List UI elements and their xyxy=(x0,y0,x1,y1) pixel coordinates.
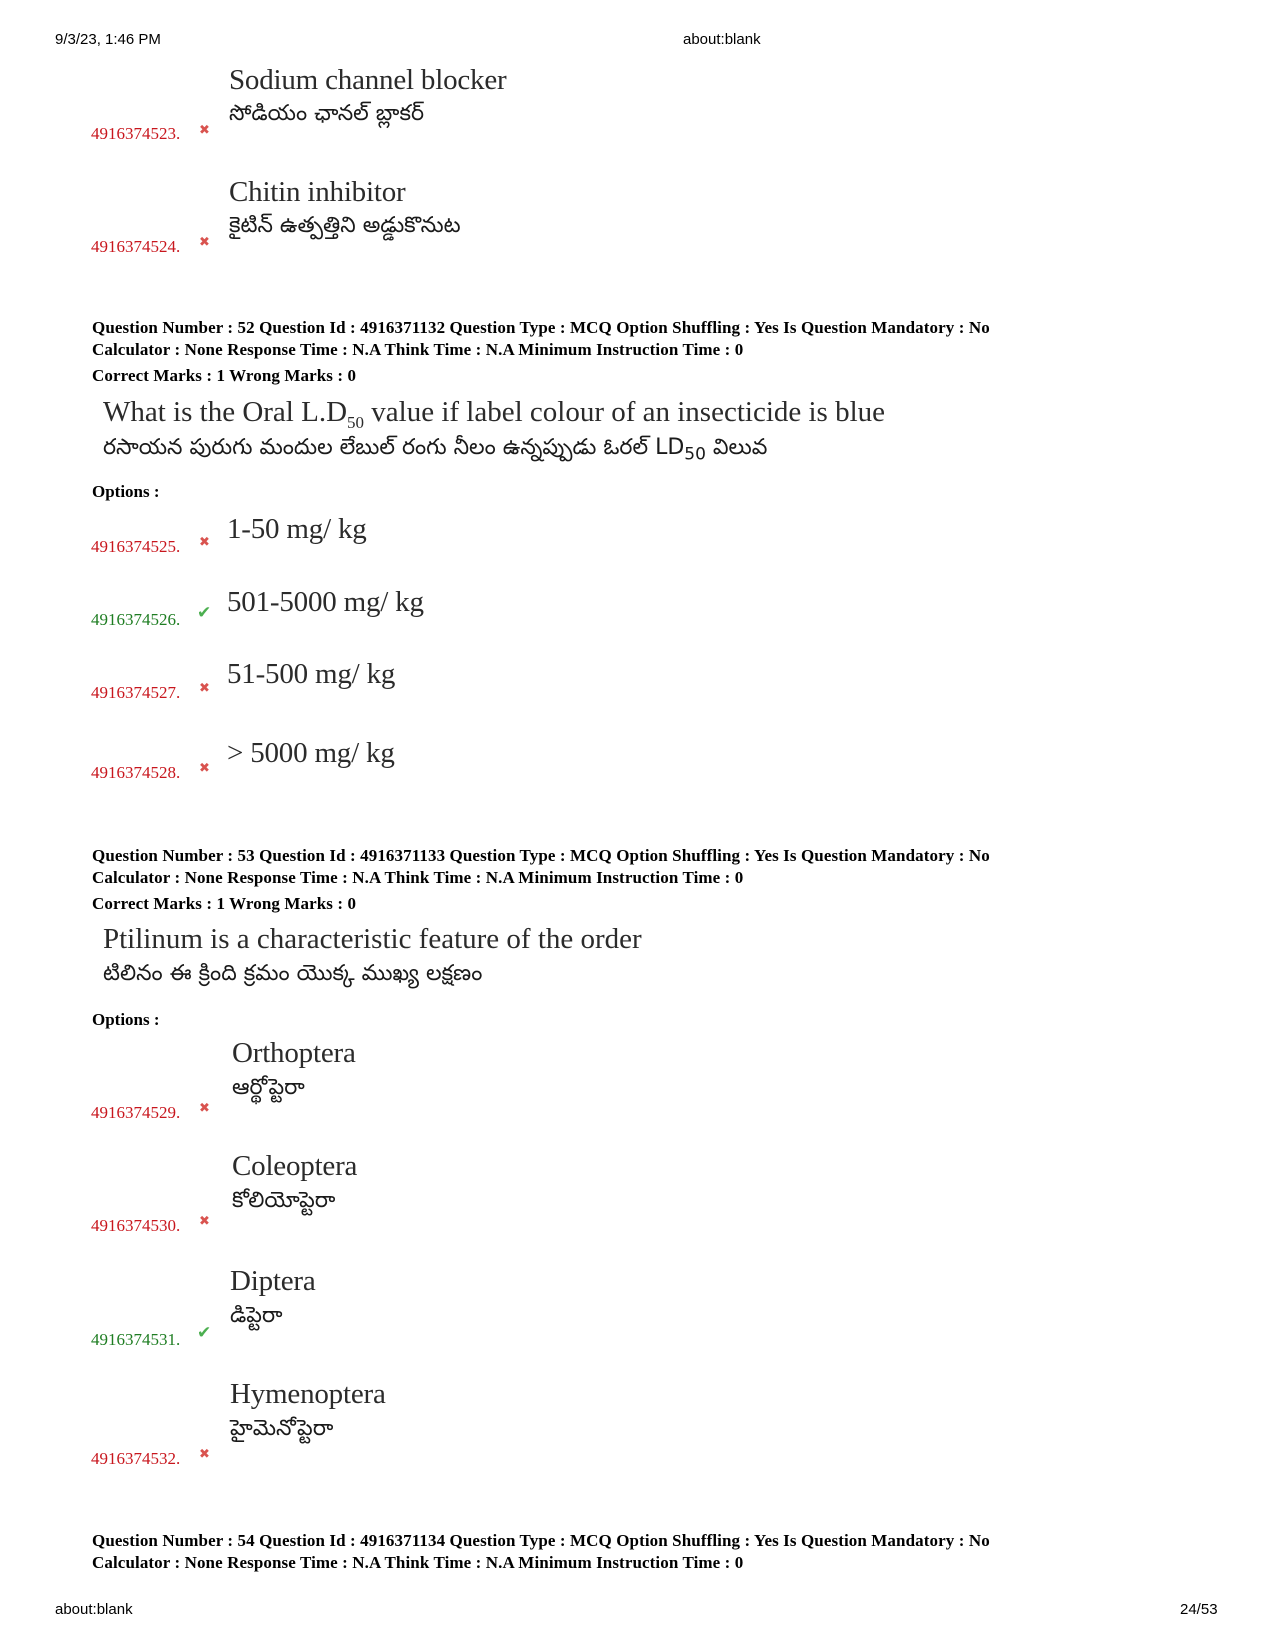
option-id: 4916374524. xyxy=(91,237,181,256)
option-id: 4916374529. xyxy=(91,1103,181,1122)
print-url: about:blank xyxy=(683,31,761,48)
option-text-en: 501-5000 mg/ kg xyxy=(227,586,424,618)
option-text-en: Chitin inhibitor xyxy=(229,176,406,208)
correct-check-icon: ✔ xyxy=(197,603,212,623)
correct-check-icon: ✔ xyxy=(197,1323,212,1343)
option-text-te: సోడియం ఛానల్ బ్లాకర్ xyxy=(229,101,425,126)
question-marks: Correct Marks : 1 Wrong Marks : 0 xyxy=(92,366,357,385)
option-text-en: Diptera xyxy=(230,1265,316,1297)
option-text-te: ఆర్థోప్టెరా xyxy=(232,1075,305,1100)
option-id: 4916374532. xyxy=(91,1449,181,1468)
question-meta: Question Number : 53 Question Id : 4916371133 Question Type : MCQ Option Shuffling : Yes Is Question Mandatory : No xyxy=(92,846,990,865)
option-id: 4916374523. xyxy=(91,124,181,143)
option-text-te: హైమెనోప్టెరా xyxy=(230,1416,334,1441)
option-text-en: Orthoptera xyxy=(232,1037,356,1069)
question-text-en: What is the Oral $L.D_{50}$ value if label colour of an insecticide is blue xyxy=(103,396,886,432)
wrong-mark-icon: ✖ xyxy=(199,535,210,550)
wrong-mark-icon: ✖ xyxy=(199,1214,210,1229)
option-text-en: Sodium channel blocker xyxy=(229,64,507,96)
option-text-te: డిప్టెరా xyxy=(230,1303,283,1328)
option-id: 4916374528. xyxy=(91,763,181,782)
option-text-en: > 5000 mg/ kg xyxy=(227,737,395,769)
option-id: 4916374526. xyxy=(91,610,181,629)
question-text-en: Ptilinum is a characteristic feature of the order xyxy=(103,923,642,955)
option-text-te: కోలియోప్టెరా xyxy=(232,1188,336,1213)
option-text-en: 1-50 mg/ kg xyxy=(227,513,367,545)
option-text-en: Hymenoptera xyxy=(230,1378,386,1410)
question-text-te: టిలినం ఈ క్రింది క్రమం యొక్క ముఖ్య లక్షణం xyxy=(103,961,483,986)
option-id: 4916374530. xyxy=(91,1216,181,1235)
option-text-en: Coleoptera xyxy=(232,1150,358,1182)
question-meta: Calculator : None Response Time : N.A Think Time : N.A Minimum Instruction Time : 0 xyxy=(92,340,744,359)
question-marks: Correct Marks : 1 Wrong Marks : 0 xyxy=(92,894,357,913)
wrong-mark-icon: ✖ xyxy=(199,123,210,138)
wrong-mark-icon: ✖ xyxy=(199,1447,210,1462)
option-text-en: 51-500 mg/ kg xyxy=(227,658,396,690)
wrong-mark-icon: ✖ xyxy=(199,235,210,250)
question-meta: Calculator : None Response Time : N.A Think Time : N.A Minimum Instruction Time : 0 xyxy=(92,1553,744,1572)
print-datetime: 9/3/23, 1:46 PM xyxy=(55,31,161,48)
options-label: Options : xyxy=(92,482,160,501)
question-meta: Calculator : None Response Time : N.A Think Time : N.A Minimum Instruction Time : 0 xyxy=(92,868,744,887)
wrong-mark-icon: ✖ xyxy=(199,761,210,776)
options-label: Options : xyxy=(92,1010,160,1029)
question-meta: Question Number : 54 Question Id : 4916371134 Question Type : MCQ Option Shuffling : Yes Is Question Mandatory : No xyxy=(92,1531,990,1550)
page-number: 24/53 xyxy=(1180,1601,1218,1618)
option-id: 4916374525. xyxy=(91,537,181,556)
wrong-mark-icon: ✖ xyxy=(199,681,210,696)
option-text-te: కైటిన్ ఉత్పత్తిని అడ్డుకొనుట xyxy=(229,213,461,238)
option-id: 4916374531. xyxy=(91,1330,181,1349)
question-text-te: రసాయన పురుగు మందుల లేబుల్ రంగు నీలం ఉన్నప్పుడు ఓరల్ $LD_{50}$ విలువ xyxy=(103,435,768,465)
print-footer-url: about:blank xyxy=(55,1601,133,1618)
question-meta: Question Number : 52 Question Id : 4916371132 Question Type : MCQ Option Shuffling : Yes Is Question Mandatory : No xyxy=(92,318,990,337)
option-id: 4916374527. xyxy=(91,683,181,702)
wrong-mark-icon: ✖ xyxy=(199,1101,210,1116)
